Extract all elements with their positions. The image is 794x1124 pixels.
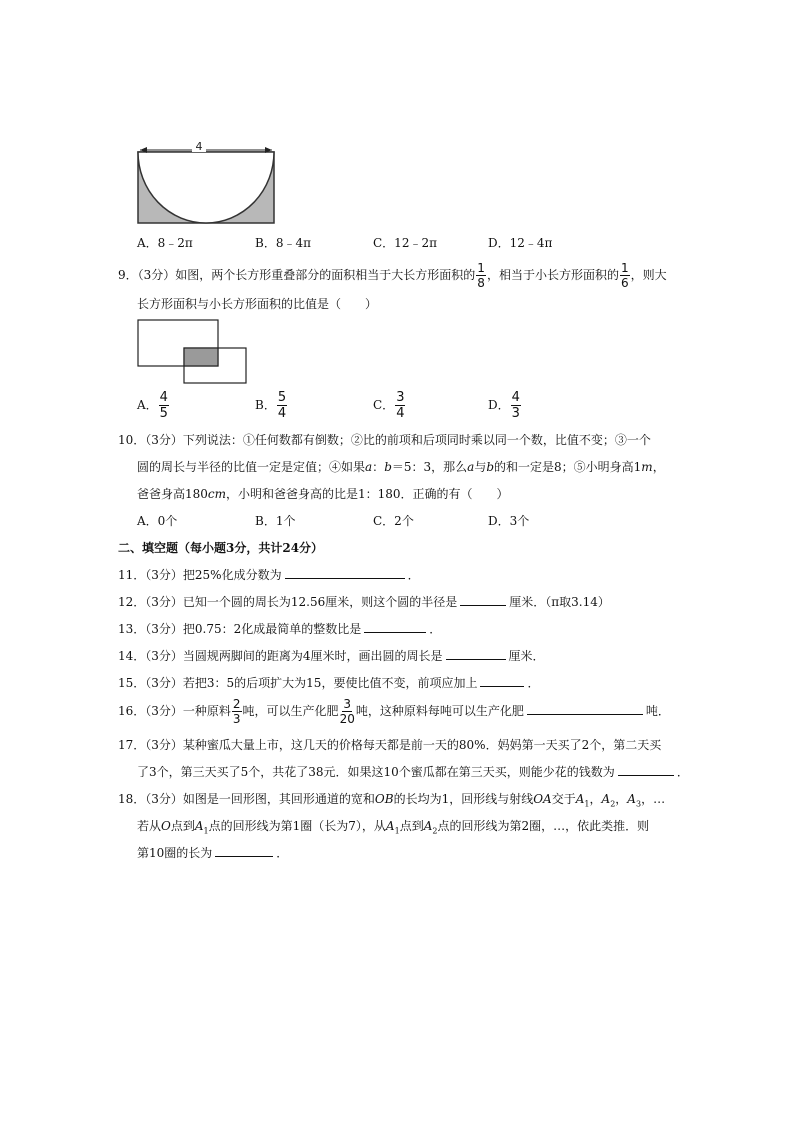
q15: 15．（3分）若把3：5的后项扩大为15，要使比值不变，前项应加上 ． [118,676,540,690]
q10-option-a: A．0个 [137,514,178,528]
q9-option-b: B． $\frac{5}{4}$ [255,390,287,421]
q10-option-d: D．3个 [488,514,530,528]
q18-line3: 第10圈的长为 ． [137,846,289,860]
q15-answer-blank[interactable] [480,675,524,687]
q8-option-b: B．8﹣4π [255,236,311,250]
q9-option-d: D． $\frac{4}{3}$ [488,390,520,421]
q10-option-b: B．1个 [255,514,296,528]
q13-answer-blank[interactable] [364,621,426,633]
q8-option-d: D．12﹣4π [488,236,553,250]
q18-line1: 18．（3分）如图是一回形图，其回形通道的宽和OB的长均为1，回形线与射线OA交于$A_1$，$A_2$，$A_3$，… [118,792,666,809]
q10-option-c: C．2个 [373,514,414,528]
q8-figure-label: 4 [195,140,203,153]
q10-line2: 圆的周长与半径的比值一定是定值；④如果a：b＝5：3，那么a与b的和一定是8；⑤小明身高1m， [137,460,665,474]
q9-fraction-1: $\frac{1}{8}$ [477,261,485,290]
q9-figure [136,318,250,386]
q12-answer-blank[interactable] [460,594,506,606]
q16-fraction-1: $\frac{2}{3}$ [232,697,241,726]
q17-line2: 了3个，第三天买了5个，共花了38元．如果这10个蜜瓜都在第三天买，则能少花的钱数为 ． [137,765,689,779]
q13: 13．（3分）把0.75：2化成最简单的整数比是 ． [118,622,442,636]
q10-line1: 10．（3分）下列说法：①任何数都有倒数；②比的前项和后项同时乘以同一个数，比值不变；③一个 [118,433,651,447]
q11: 11．（3分）把25%化成分数为 ． [118,568,420,582]
q9-option-a: A． $\frac{4}{5}$ [137,390,168,421]
q17-answer-blank[interactable] [618,764,674,776]
q10-line3: 爸爸身高180cm，小明和爸爸身高的比是1：180．正确的有（ ） [137,487,509,501]
q14-answer-blank[interactable] [446,648,506,660]
q9-fraction-2: $\frac{1}{6}$ [620,261,629,290]
q14: 14．（3分）当圆规两脚间的距离为4厘米时，画出圆的周长是 厘米． [118,649,545,663]
q8-option-a: A．8﹣2π [137,236,193,250]
section-heading: 二、填空题（每小题3分，共计24分） [118,541,324,555]
q16-answer-blank[interactable] [527,703,643,715]
q9-line1: 9．（3分）如图，两个长方形重叠部分的面积相当于大长方形面积的 $\frac{1}{8}$ ，相当于小长方形面积的 $\frac{1}{6}$ ，则大 [118,261,667,290]
q8-figure [134,138,279,226]
q16-fraction-2: $\frac{3}{20}$ [339,697,355,726]
q9-option-c: C． $\frac{3}{4}$ [373,390,405,421]
q12: 12．（3分）已知一个圆的周长为12.56厘米，则这个圆的半径是 厘米．（π取3.14） [118,595,610,609]
q9-line2: 长方形面积与小长方形面积的比值是（ ） [137,297,378,311]
q11-answer-blank[interactable] [285,567,405,579]
q17-line1: 17．（3分）某种蜜瓜大量上市，这几天的价格每天都是前一天的80%．妈妈第一天买了2个，第二天买 [118,738,662,752]
q16: 16．（3分）一种原料 $\frac{2}{3}$ 吨，可以生产化肥 $\frac{3}{20}$ 吨，这种原料每吨可以生产化肥 吨． [118,697,670,726]
q18-answer-blank[interactable] [215,845,273,857]
q18-line2: 若从O点到$A_1$点的回形线为第1圈（长为7），从$A_1$点到$A_2$点的回形线为第2圈，…，依此类推．则 [137,819,650,836]
q8-option-c: C．12﹣2π [373,236,437,250]
